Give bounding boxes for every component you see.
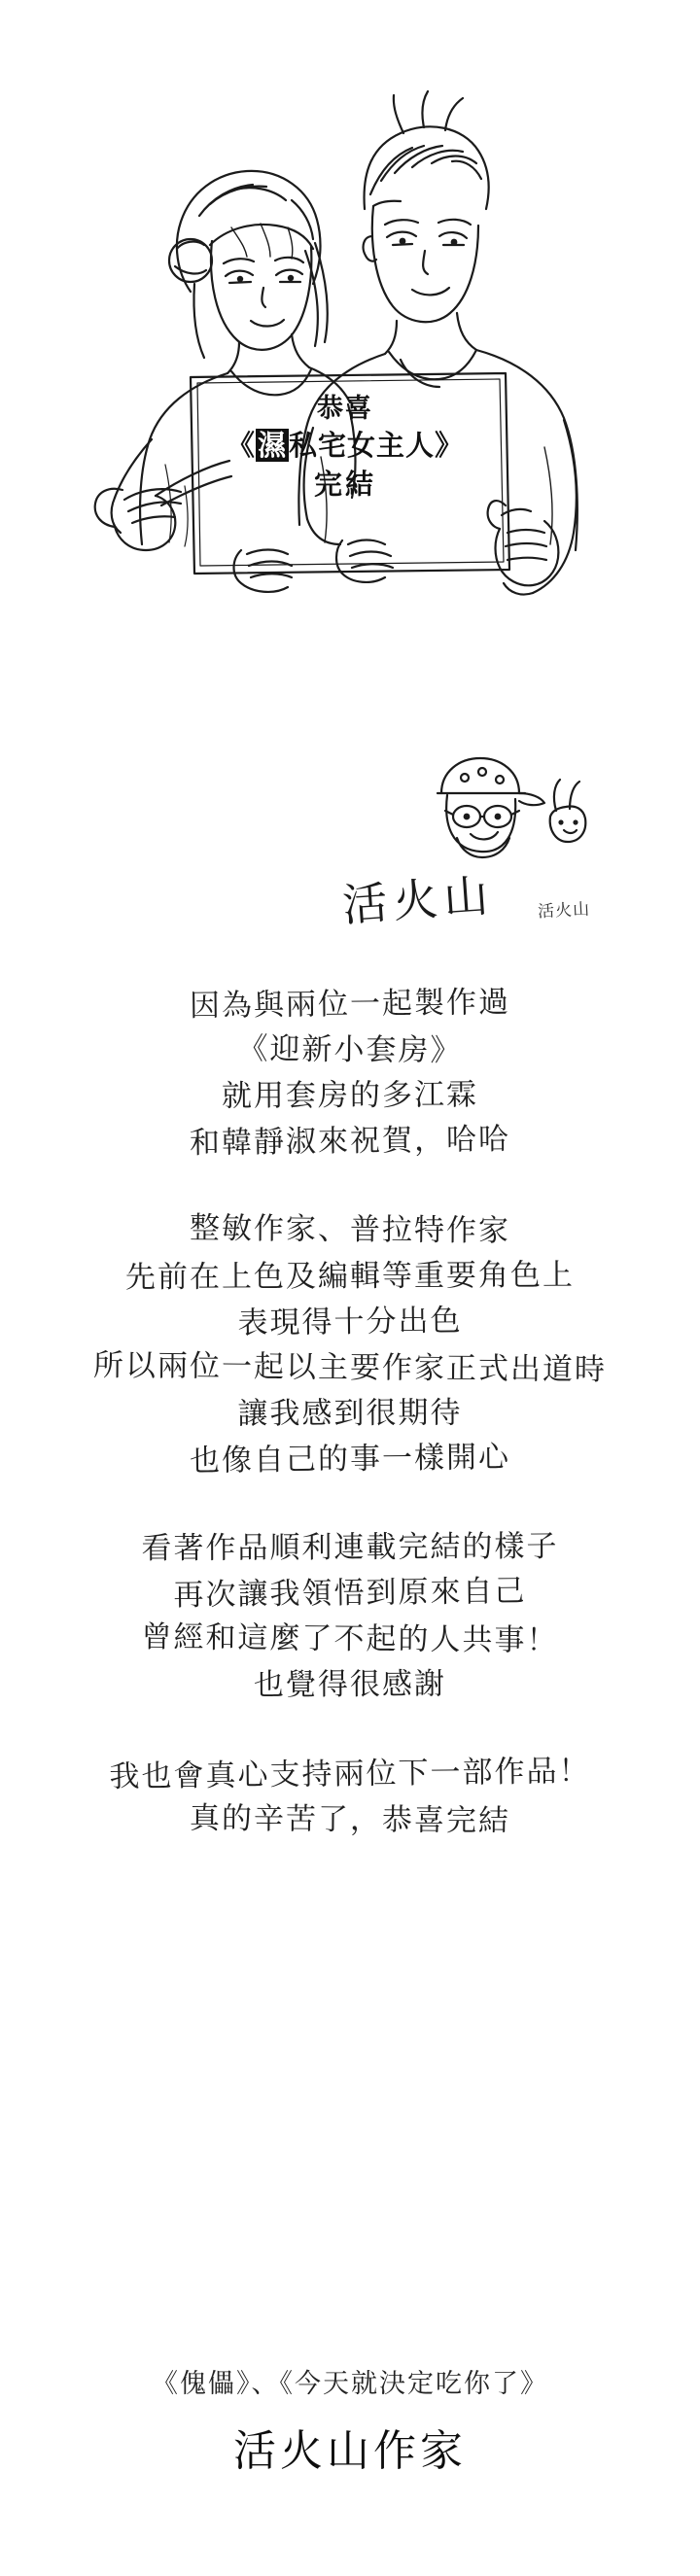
footer-credits [0,2362,700,2478]
message-paragraph [0,982,700,1165]
footer-works-list: 《傀儡》、《今天就決定吃你了》 [152,2369,548,2399]
message-line: 我也會真心支持兩位下一部作品！ [109,1753,591,1794]
message-line: 再次讓我領悟到原來自己 [173,1573,527,1614]
message-line: 也覺得很感謝 [253,1666,447,1703]
sign-title-open-bracket: 《 [226,428,256,462]
message-line: 因為與兩位一起製作過 [189,984,511,1025]
message-paragraph [0,1207,700,1482]
message-line: 整敏作家、普拉特作家 [189,1210,511,1249]
illustration-artwork [0,0,700,758]
message-line: 和韓靜淑來祝賀，哈哈 [189,1122,511,1162]
message-line: 所以兩位一起以主要作家正式出道時 [92,1347,608,1388]
message-line: 表現得十分出色 [237,1303,463,1341]
sign-title-highlight: 濕 [257,428,287,462]
message-line: 讓我感到很期待 [237,1395,463,1432]
ink-sketch-svg [0,0,700,758]
message-line: 曾經和這麼了不起的人共事！ [141,1619,559,1659]
artist-signature-stamp: 活火山 [537,899,591,922]
footer-author-name: 活火山作家 [233,2426,467,2476]
message-line: 也像自己的事一樣開心 [189,1439,511,1479]
sign-line-3: 完結 [313,468,376,502]
message-paragraph [0,1525,700,1708]
message-line: 真的辛苦了，恭喜完結 [189,1800,511,1839]
message-line: 就用套房的多江霖 [221,1077,479,1114]
message-line: 《迎新小套房》 [237,1031,463,1069]
artist-signature-block [0,748,700,972]
sign-line-1: 恭喜 [317,394,373,424]
artist-handwritten-signature: 活火山 [340,868,496,932]
sign-title-rest: 私宅女主人》 [289,428,465,462]
message-line: 看著作品順利連載完結的樣子 [141,1528,559,1567]
message-body [0,982,700,1843]
message-line: 先前在上色及編輯等重要角色上 [124,1257,576,1295]
message-paragraph [0,1752,700,1843]
